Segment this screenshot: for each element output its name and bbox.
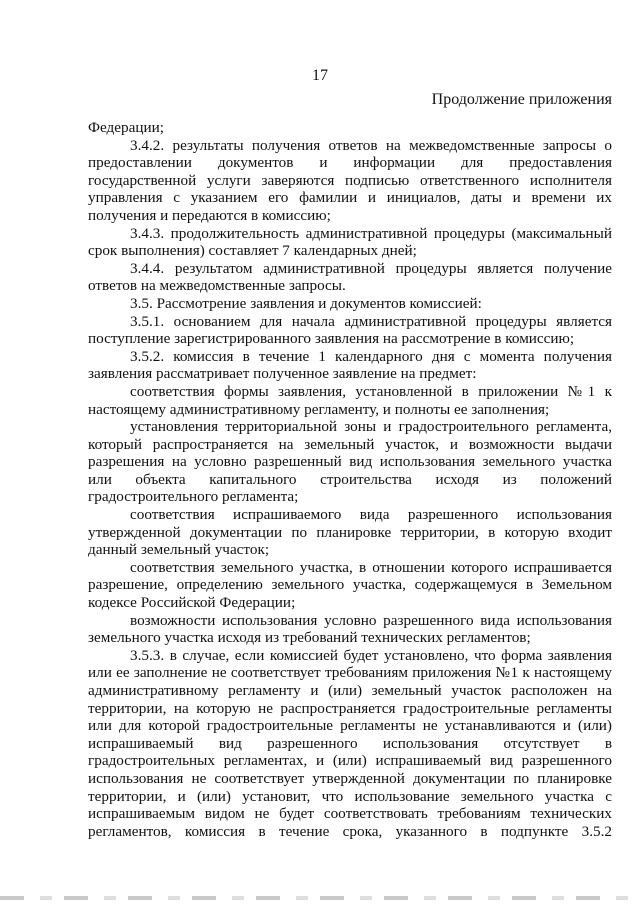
paragraph-3-5-2: 3.5.2. комиссия в течение 1 календарного дня с момента получения заявления рассматривает полученное заявление на предмет: xyxy=(88,347,612,383)
paragraph-3-5-3: 3.5.3. в случае, если комиссией будет установлено, что форма заявления или ее заполнение не соответствует требованиям приложения №1 к настоящему административному регламенту и (или) земельный участок расположен на территории, на которую не распространяется градостроительные регламенты или для которой градостроительные регламенты не устанавливаются и (или) испрашиваемый вид разрешенного использования отсутствует в градостроительных регламентах, и (или) испрашиваемый вид разрешенного использования не соответствует утвержденной документации по планировке территории, и (или) установит, что использование земельного участка с испрашиваемым видом не будет соответствовать требованиям технических регламентов, комиссия в течение срока, указанного в подпункте 3.5.2 xyxy=(88,646,612,840)
paragraph-3-5: 3.5. Рассмотрение заявления и документов комиссией: xyxy=(130,294,482,312)
page-number: 17 xyxy=(312,67,328,84)
scan-edge-divider xyxy=(0,896,640,900)
list-item-land-plot-definition: соответствия земельного участка, в отношении которого испрашивается разрешение, определению земельного участка, содержащемуся в Земельном кодексе Российской Федерации; xyxy=(88,558,612,612)
document-body xyxy=(88,119,612,840)
paragraph-3-4-3: 3.4.3. продолжительность административной процедуры (максимальный срок выполнения) составляет 7 календарных дней; xyxy=(88,224,612,260)
paragraph-federation: Федерации; xyxy=(88,119,164,136)
list-item-planning-documentation: соответствия испрашиваемого вида разрешенного использования утвержденной документации по планировке территории, в которую входит данный земельный участок; xyxy=(88,506,612,559)
paragraph-3-5-1: 3.5.1. основанием для начала административной процедуры является поступление зарегистрированного заявления на рассмотрение в комиссию; xyxy=(88,312,612,348)
list-item-technical-regulations: возможности использования условно разрешенного вида использования земельного участка исходя из требований технических регламентов; xyxy=(88,611,612,647)
continuation-note: Продолжение приложения xyxy=(431,91,612,108)
paragraph-3-4-4: 3.4.4. результатом административной процедуры является получение ответов на межведомственные запросы. xyxy=(88,259,612,295)
paragraph-3-4-2: 3.4.2. результаты получения ответов на межведомственные запросы о предоставлении документов и информации для предоставления государственной услуги заверяются подписью ответственного исполнителя управления с указанием его фамилии и инициалов, даты и времени их получения и передаются в комиссию; xyxy=(88,136,612,224)
list-item-form-compliance: соответствия формы заявления, установленной в приложении №1 к настоящему административному регламенту, и полноты ее заполнения; xyxy=(88,382,612,418)
list-item-territorial-zone: установления территориальной зоны и градостроительного регламента, который распространяется на земельный участок, и возможности выдачи разрешения на условно разрешенный вид использования земельного участка или объекта капитального строительства исходя из положений градостроительного регламента; xyxy=(88,418,612,506)
